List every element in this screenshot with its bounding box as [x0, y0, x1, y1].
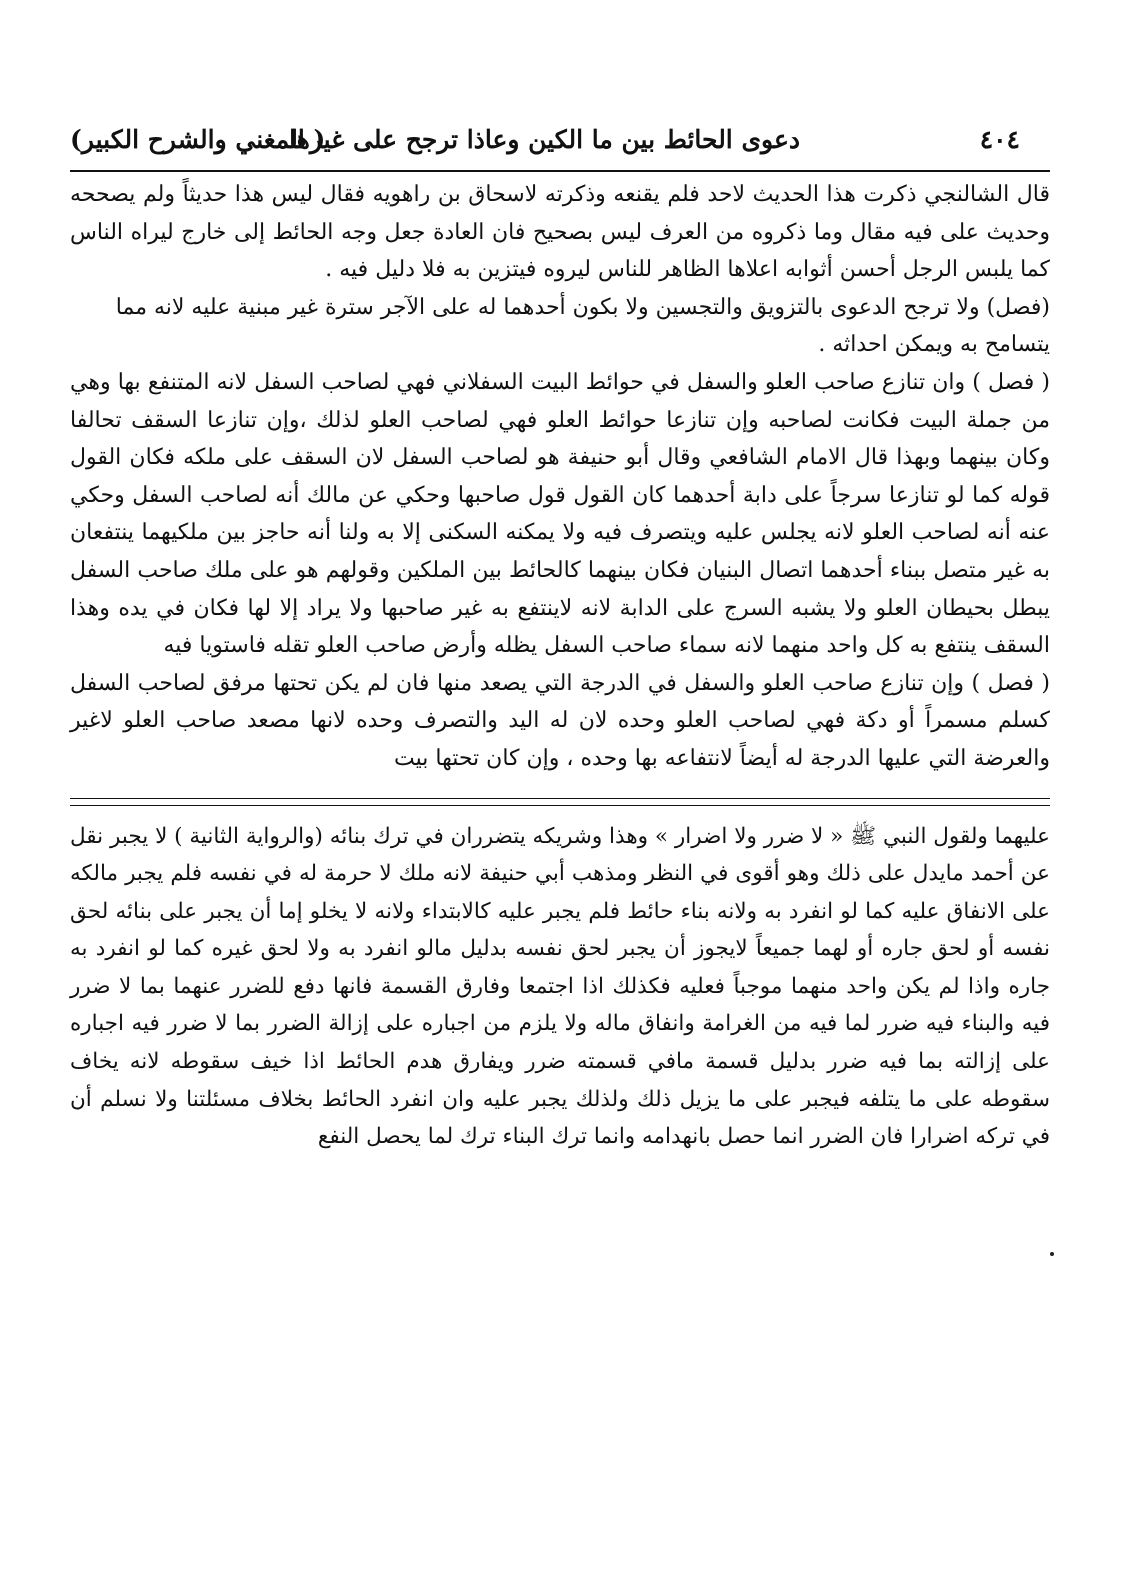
running-header	[70, 118, 1050, 162]
main-text	[70, 176, 1050, 778]
paragraph: ( فصل ) وان تنازع صاحب العلو والسفل في حوائط البيت السفلاني فهي لصاحب السفل لانه المتنفع بها وهي من جملة البيت فكانت لصاحبه وإن تنازعا حوائط العلو فهي لصاحب العلو لذلك ،وإن تنازعا السقف تحالفا وكان بينهما وبهذا قال الامام الشافعي وقال أبو حنيفة هو لصاحب السفل لان السقف على ملكه فكان القول قوله كما لو تنازعا سرجاً على دابة أحدهما كان القول قول صاحبها وحكي عن مالك أنه لصاحب السفل وحكي عنه أنه لصاحب العلو لانه يجلس عليه ويتصرف فيه ولا يمكنه السكنى إلا به ولنا أنه حاجز بين ملكيهما ينتفعان به غير متصل ببناء أحدهما اتصال البنيان فكان بينهما كالحائط بين الملكين وقولهم هو على ملك صاحب السفل يبطل بحيطان العلو ولا يشبه السرج على الدابة لانه لاينتفع به غير صاحبها ولا يراد إلا لها فكان في يده وهذا السقف ينتفع به كل واحد منهما لانه سماء صاحب السفل يظله وأرض صاحب العلو تقله فاستويا فيه	[70, 369, 1050, 659]
page-number: ٤٠٤	[979, 125, 1020, 154]
document-page	[70, 118, 1050, 1156]
paragraph: قال الشالنجي ذكرت هذا الحديث لاحد فلم يقنعه وذكرته لاسحاق بن راهويه فقال ليس هذا حديثاً ولم يصححه وحديث على فيه مقال وما ذكروه من العرف ليس بصحيح فان العادة جعل وجه الحائط إلى خارج ليراه الناس كما يلبس الرجل أحسن أثوابه اعلاها الظاهر للناس ليروه فيتزين به فلا دليل فيه .	[70, 182, 1050, 283]
stray-mark	[1050, 1252, 1054, 1256]
paragraph: (فصل) ولا ترجح الدعوى بالتزويق والتجسين ولا بكون أحدهما له على الآجر سترة غير مبنية عليه لانه مما يتسامح به ويمكن احداثه .	[115, 294, 1050, 358]
paragraph: ( فصل ) وإن تنازع صاحب العلو والسفل في الدرجة التي يصعد منها فان لم يكن تحتها مرفق لصاحب السفل كسلم مسمراً أو دكة فهي لصاحب العلو وحده لان له اليد والتصرف وحده لانها مصعد صاحب العلو لاغير والعرضة التي عليها الدرجة له أيضاً لانتفاعه بها وحده ، وإن كان تحتها بيت	[70, 670, 1050, 771]
header-rule	[70, 170, 1050, 172]
paragraph: عليهما ولقول النبي ﷺ « لا ضرر ولا اضرار » وهذا وشريكه يتضرران في ترك بنائه (والرواية الثانية ) لا يجبر نقل عن أحمد مايدل على ذلك وهو أقوى في النظر ومذهب أبي حنيفة لانه ملك لا حرمة له في نفسه فلم يجبر مالكه على الانفاق عليه كما لو انفرد به ولانه بناء حائط فلم يجبر عليه كالابتداء ولانه لا يخلو إما أن يجبر على بنائه لحق نفسه أو لحق جاره أو لهما جميعاً لايجوز أن يجبر لحق نفسه بدليل مالو انفرد به ولا لحق غيره كما لو انفرد به جاره واذا لم يكن واحد منهما موجباً فعليه فكذلك اذا اجتمعا وفارق القسمة فانها دفع للضرر عنهما بما لا ضرر فيه والبناء فيه ضرر لما فيه من الغرامة وانفاق ماله ولا يلزم من اجباره على إزالة الضرر بما لا ضرر فيه اجباره على إزالته بما فيه ضرر بدليل قسمة مافي قسمته ضرر ويفارق هدم الحائط اذا خيف سقوطه لانه يخاف سقوطه على ما يتلفه فيجبر على ما يزيل ذلك ولذلك يجبر عليه وان انفرد الحائط بخلاف مسئلتنا ولا نسلم أن في تركه اضرارا فان الضرر انما حصل بانهدامه وانما ترك البناء ترك لما يحصل النفع	[70, 823, 1050, 1150]
section-separator	[70, 798, 1050, 806]
book-title: ( المغني والشرح الكبير)	[70, 125, 326, 154]
commentary-text	[70, 818, 1050, 1156]
running-title: دعوى الحائط بين ما الكين وعاذا ترجح على غيرها	[289, 125, 800, 154]
